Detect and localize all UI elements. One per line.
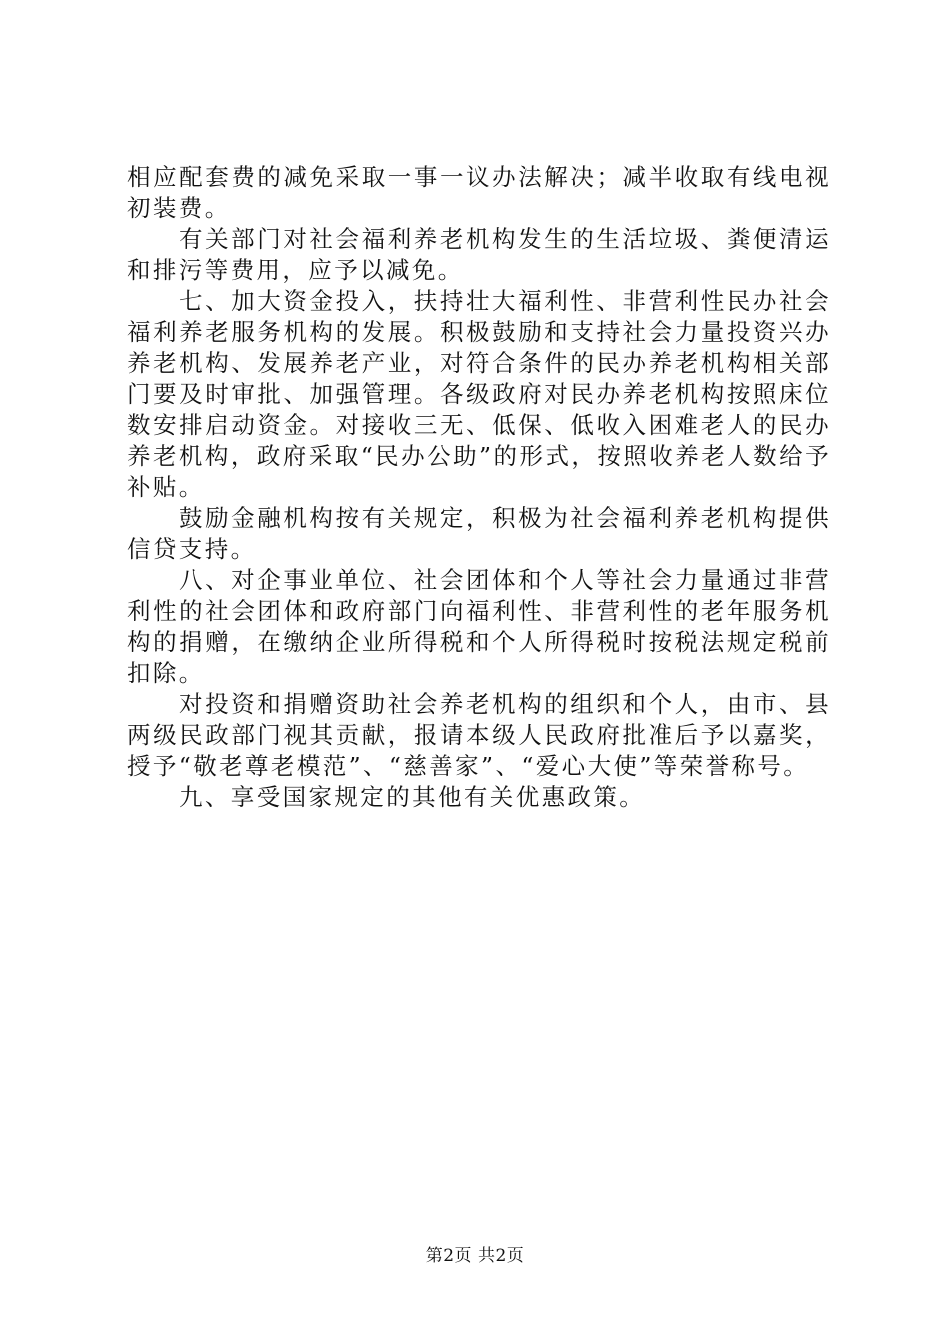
page-footer — [0, 1245, 950, 1267]
paragraph-fee-reduction: 有关部门对社会福利养老机构发生的生活垃圾、粪便清运和排污等费用，应予以减免。 — [127, 225, 831, 284]
paragraph-item-eight: 八、对企事业单位、社会团体和个人等社会力量通过非营利性的社会团体和政府部门向福利性、非营利性的老年服务机构的捐赠，在缴纳企业所得税和个人所得税时按税法规定税前扣除。 — [127, 566, 831, 687]
document-body — [127, 162, 831, 813]
paragraph-honors: 对投资和捐赠资助社会养老机构的组织和个人，由市、县两级民政部门视其贡献，报请本级人民政府批准后予以嘉奖，授予“敬老尊老模范”、“慈善家”、“爱心大使”等荣誉称号。 — [127, 690, 831, 780]
paragraph-continuation: 相应配套费的减免采取一事一议办法解决；减半收取有线电视初装费。 — [127, 163, 831, 222]
paragraph-item-seven: 七、加大资金投入，扶持壮大福利性、非营利性民办社会福利养老服务机构的发展。积极鼓励和支持社会力量投资兴办养老机构、发展养老产业，对符合条件的民办养老机构相关部门要及时审批、加强管理。各级政府对民办养老机构按照床位数安排启动资金。对接收三无、低保、低收入困难老人的民办养老机构，政府采取“民办公助”的形式，按照收养老人数给予补贴。 — [127, 287, 831, 501]
page-number-label: 第2页 共2页 — [425, 1246, 525, 1266]
paragraph-item-nine: 九、享受国家规定的其他有关优惠政策。 — [179, 783, 646, 811]
paragraph-credit-support: 鼓励金融机构按有关规定，积极为社会福利养老机构提供信贷支持。 — [127, 504, 831, 563]
